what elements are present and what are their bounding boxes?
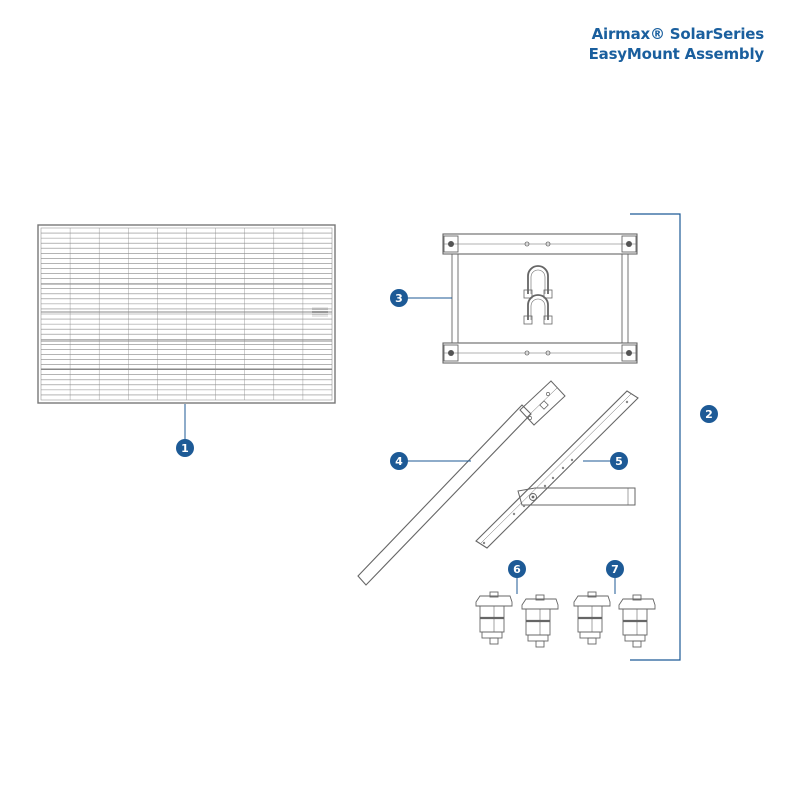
callout-1: [176, 439, 194, 457]
callout-4-label: 4: [395, 455, 403, 468]
callout-2: [700, 405, 718, 423]
solar-panel: [38, 225, 335, 403]
mid-clamp: [619, 595, 655, 647]
title-line-1: Airmax® SolarSeries: [591, 25, 764, 43]
callout-1-label: 1: [181, 442, 189, 455]
callout-4: [390, 452, 408, 470]
angle-rail: [476, 391, 638, 548]
callout-3: [390, 289, 408, 307]
callout-7: [606, 560, 624, 578]
end-clamp: [476, 592, 512, 644]
callout-7-label: 7: [611, 563, 619, 576]
callout-6: [508, 560, 526, 578]
callout-5-label: 5: [615, 455, 623, 468]
mid-clamp: [574, 592, 610, 644]
end-clamp: [522, 595, 558, 647]
title-line-2: EasyMount Assembly: [588, 45, 764, 63]
mounting-frame: [443, 234, 637, 363]
callout-6-label: 6: [513, 563, 521, 576]
callout-5: [610, 452, 628, 470]
callout-2-label: 2: [705, 408, 713, 421]
callout-3-label: 3: [395, 292, 403, 305]
group-bracket: [630, 214, 680, 660]
